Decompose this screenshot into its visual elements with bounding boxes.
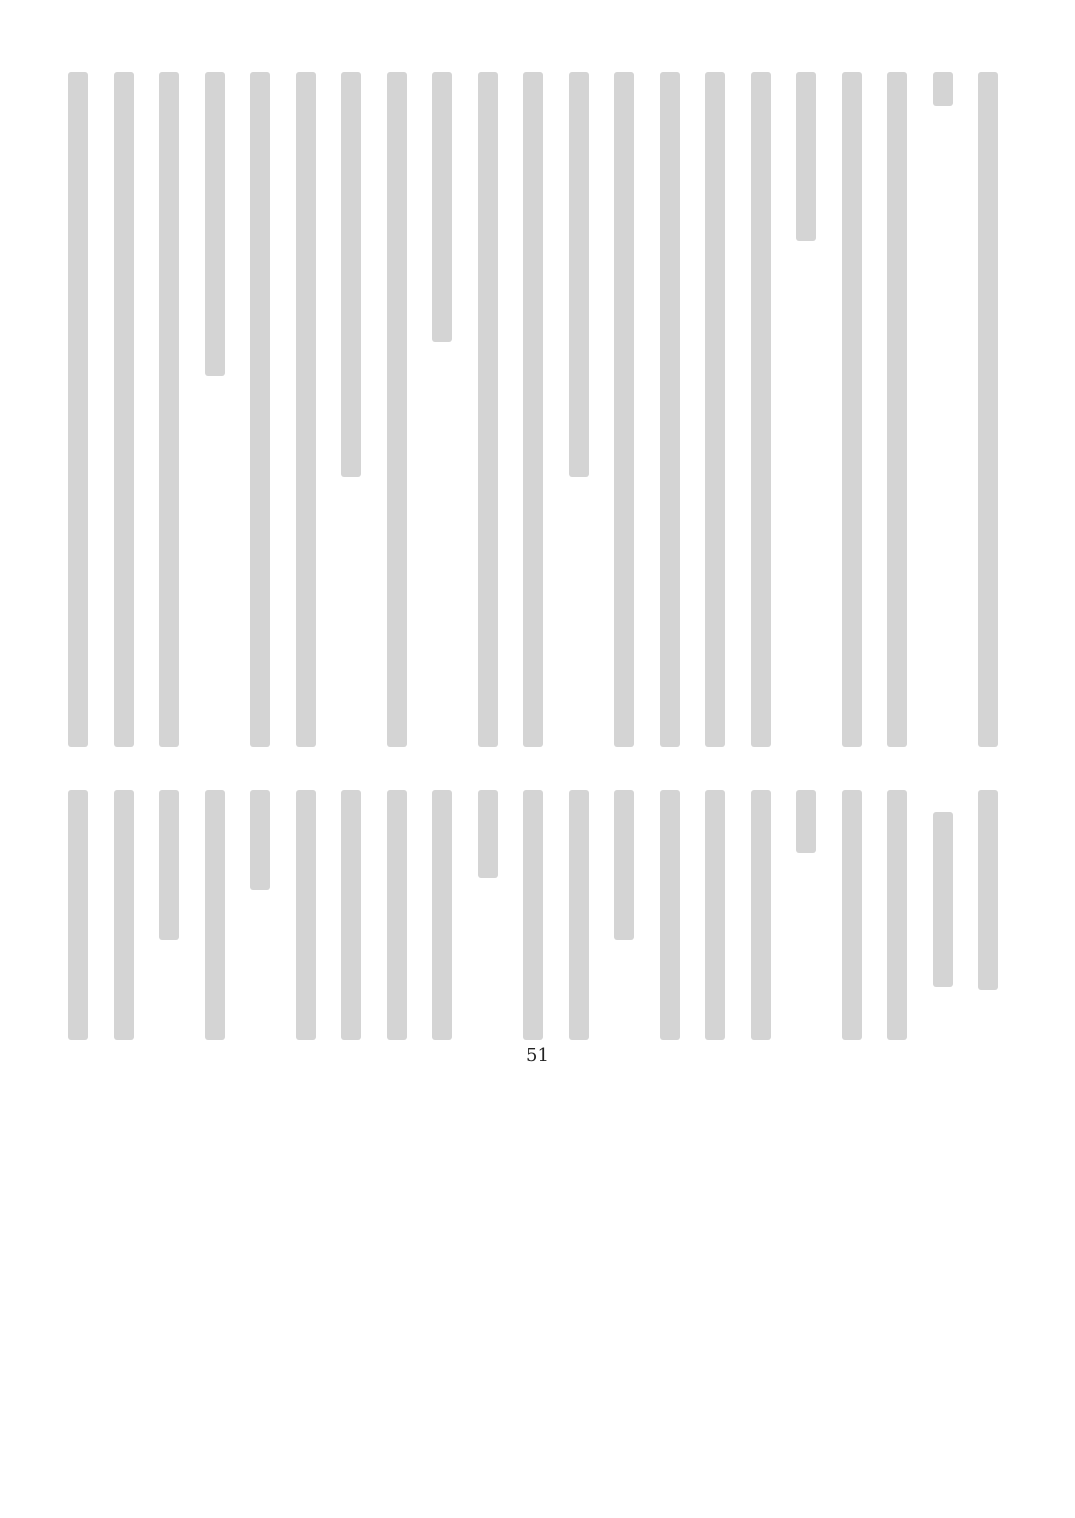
text-column-placeholder	[387, 790, 407, 1040]
text-column-placeholder	[114, 72, 134, 747]
text-column-placeholder	[68, 72, 88, 747]
text-column-placeholder	[569, 790, 589, 1040]
text-column-placeholder	[933, 812, 953, 987]
text-column-placeholder	[978, 790, 998, 990]
text-column-placeholder	[660, 72, 680, 747]
text-column-placeholder	[159, 72, 179, 747]
text-column-placeholder	[114, 790, 134, 1040]
text-column-placeholder	[296, 790, 316, 1040]
text-column-placeholder	[432, 790, 452, 1040]
text-column-placeholder	[523, 790, 543, 1040]
text-block-upper	[95, 72, 1000, 747]
text-column-placeholder	[751, 790, 771, 1040]
text-column-placeholder	[796, 72, 816, 241]
text-column-placeholder	[569, 72, 589, 477]
text-block-lower	[95, 790, 1000, 1040]
text-column-placeholder	[660, 790, 680, 1040]
text-column-placeholder	[933, 72, 953, 106]
text-column-placeholder	[705, 790, 725, 1040]
text-column-placeholder	[205, 790, 225, 1040]
text-column-placeholder	[478, 72, 498, 747]
text-column-placeholder	[341, 72, 361, 477]
text-column-placeholder	[68, 790, 88, 1040]
text-column-placeholder	[432, 72, 452, 342]
text-column-placeholder	[387, 72, 407, 747]
text-column-placeholder	[614, 790, 634, 940]
text-column-placeholder	[250, 72, 270, 747]
text-column-placeholder	[751, 72, 771, 747]
text-column-placeholder	[296, 72, 316, 747]
text-column-placeholder	[842, 72, 862, 747]
text-column-placeholder	[705, 72, 725, 747]
text-column-placeholder	[842, 790, 862, 1040]
text-column-placeholder	[478, 790, 498, 878]
text-column-placeholder	[796, 790, 816, 853]
text-column-placeholder	[978, 72, 998, 747]
text-column-placeholder	[205, 72, 225, 376]
page-number: 51	[526, 1045, 549, 1066]
text-column-placeholder	[159, 790, 179, 940]
text-column-placeholder	[250, 790, 270, 890]
text-column-placeholder	[887, 72, 907, 747]
text-column-placeholder	[614, 72, 634, 747]
text-column-placeholder	[887, 790, 907, 1040]
text-column-placeholder	[523, 72, 543, 747]
text-column-placeholder	[341, 790, 361, 1040]
